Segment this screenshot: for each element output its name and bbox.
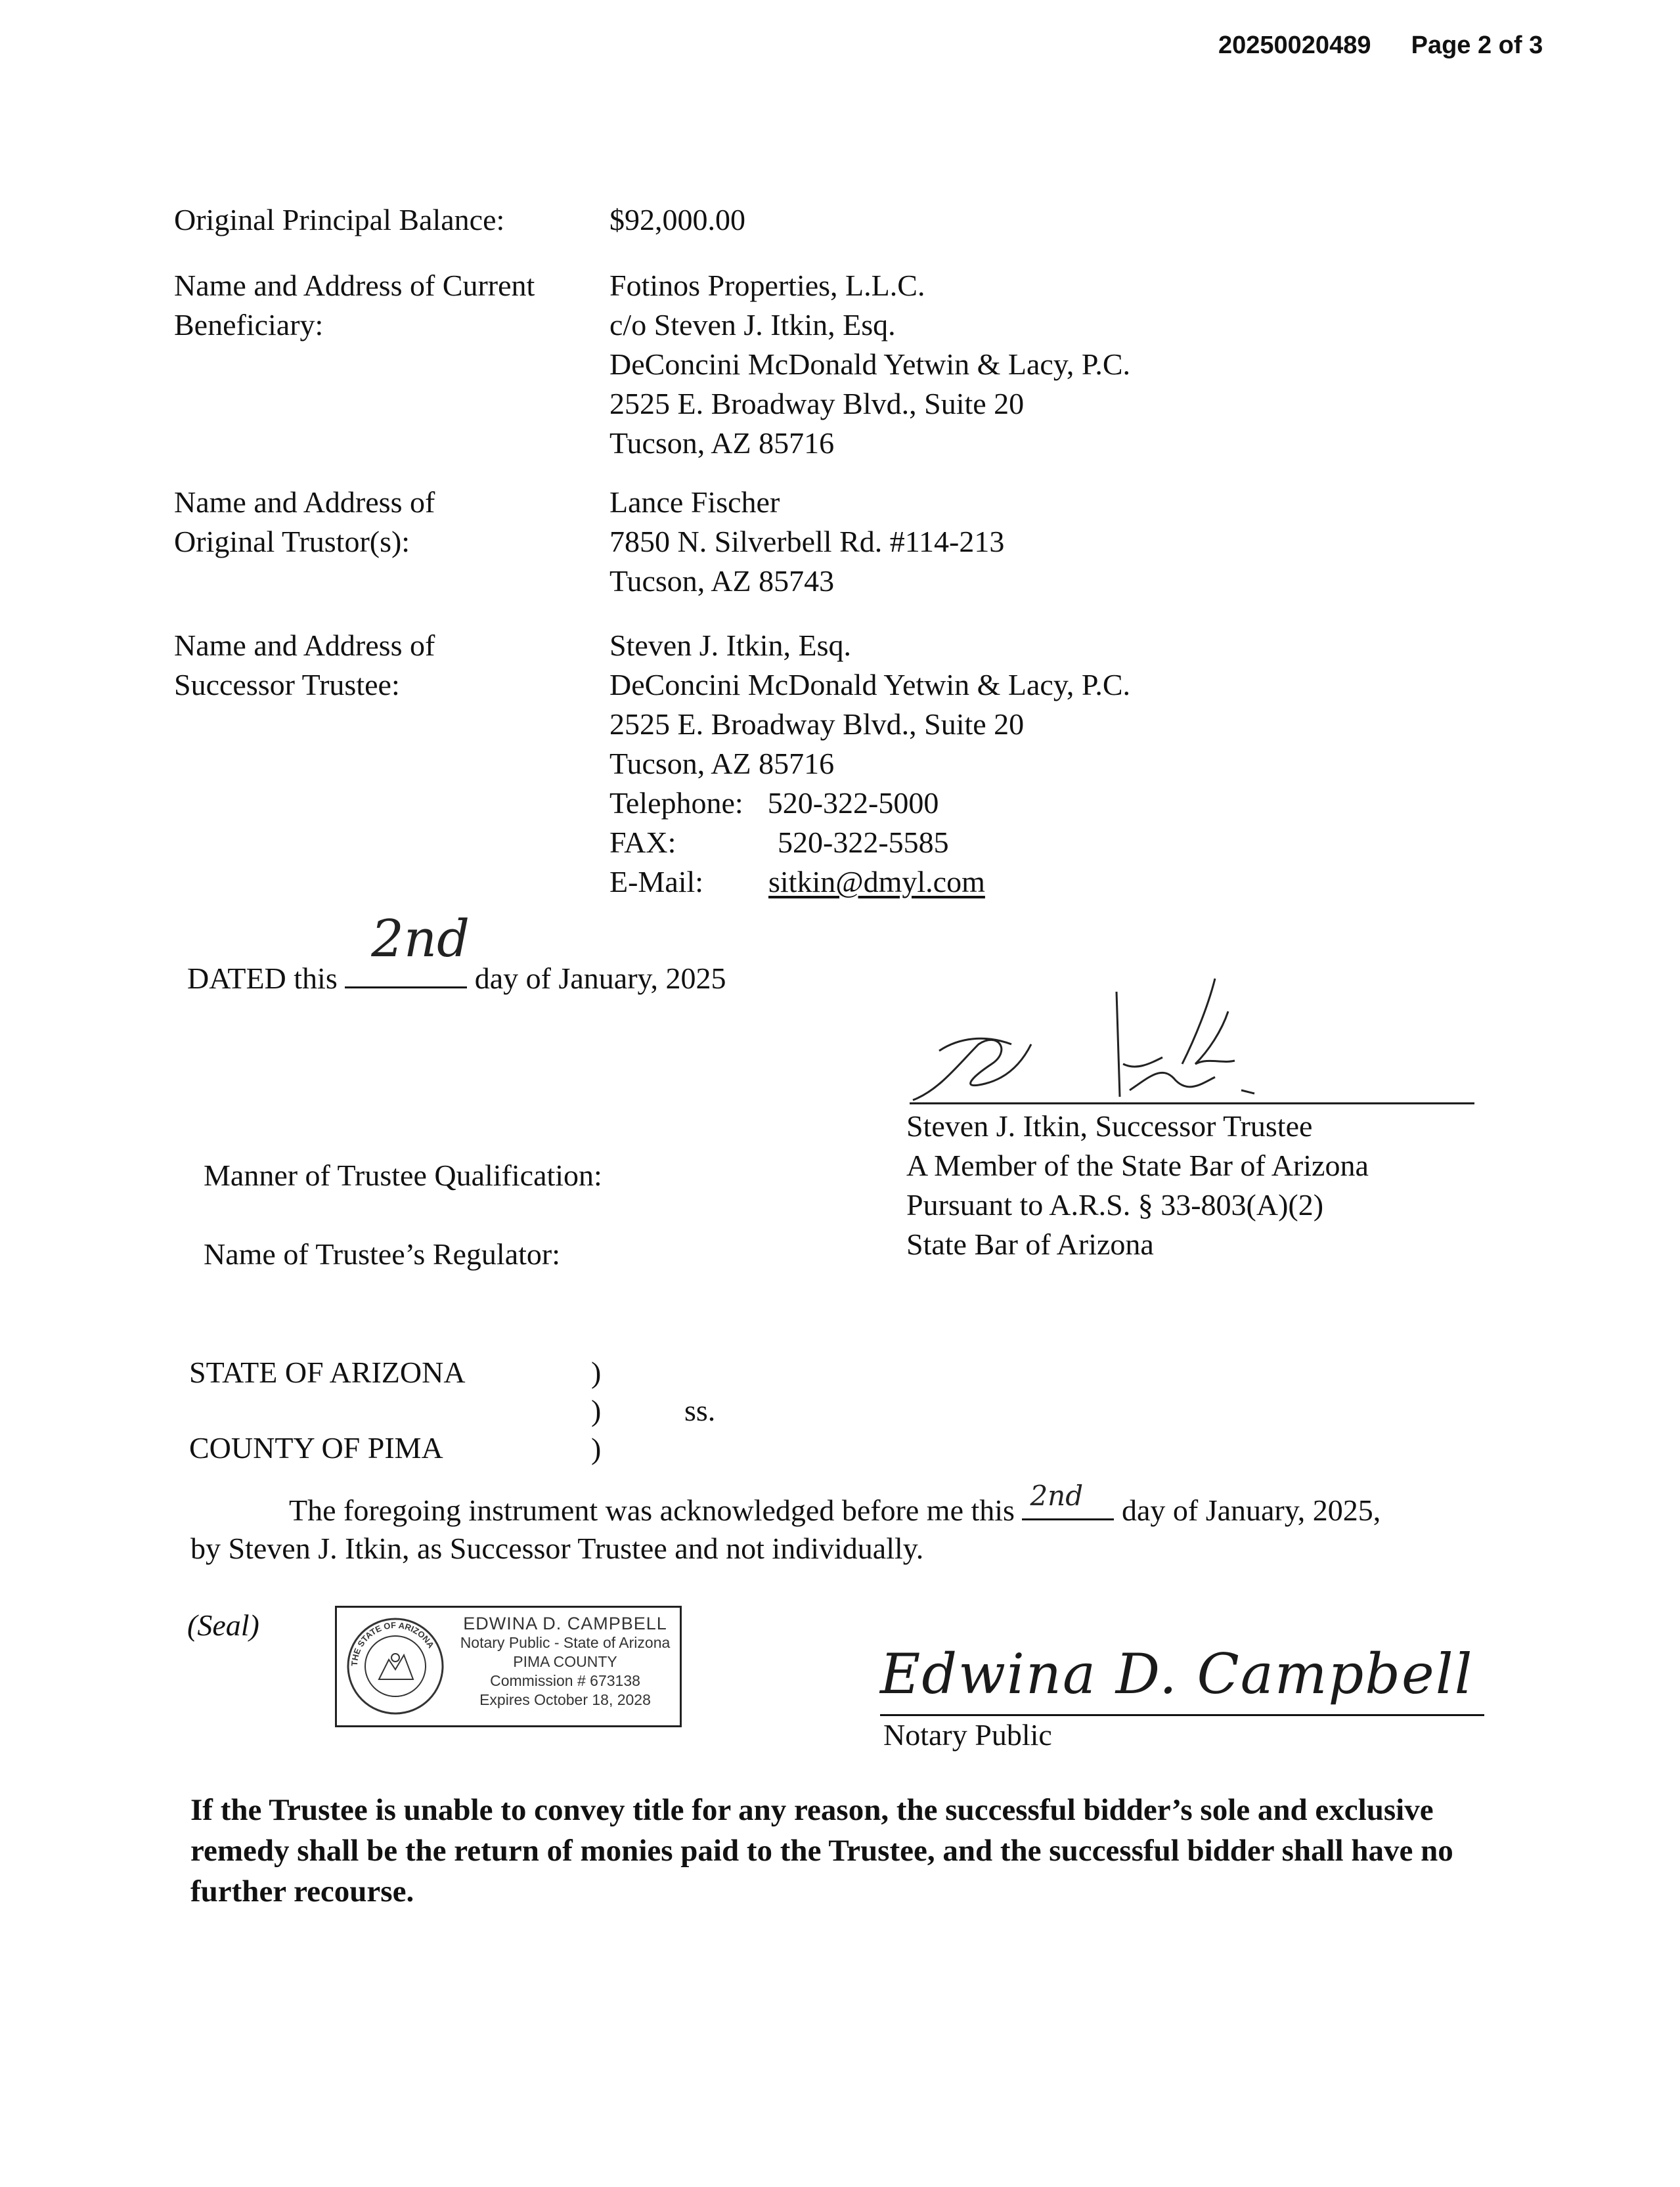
venue-state: STATE OF ARIZONA (189, 1356, 466, 1389)
page-indicator: Page 2 of 3 (1411, 32, 1543, 59)
notary-signature: Edwina D. Campbell (880, 1642, 1474, 1706)
venue-paren-2: ) (591, 1394, 602, 1427)
trustee-regulator-label: Name of Trustee’s Regulator: (204, 1237, 560, 1271)
telephone-line: Telephone: 520-322-5000 (609, 786, 939, 820)
field-label-beneficiary: Name and Address of Current Beneficiary: (174, 269, 535, 342)
document-header (1218, 32, 1543, 60)
venue-ss: ss. (684, 1394, 716, 1427)
manner-qualification-label: Manner of Trustee Qualification: (204, 1159, 602, 1192)
field-value-trustor: Lance Fischer 7850 N. Silverbell Rd. #114-213 Tucson, AZ 85743 (609, 485, 1005, 598)
seal-label: (Seal) (187, 1608, 259, 1642)
stamp-text: EDWINA D. CAMPBELL Notary Public - State of Arizona PIMA COUNTY Commission # 673138 Expires October 18, 2028 (452, 1614, 678, 1710)
contact-block (609, 784, 1332, 902)
notary-stamp (335, 1606, 682, 1727)
ack-day-handwritten: 2nd (1030, 1480, 1084, 1512)
email-link[interactable]: sitkin@dmyl.com (768, 865, 985, 898)
trustee-block: Steven J. Itkin, Successor Trustee A Member of the State Bar of Arizona Pursuant to A.R.S. § 33-803(A)(2) State Bar of Arizona (906, 1107, 1563, 1264)
acknowledgment-line-1: The foregoing instrument was acknowledged before me this 2nd day of January, 2025, (289, 1491, 1381, 1530)
field-label-successor-trustee: Name and Address of Successor Trustee: (174, 629, 435, 701)
email-line: E-Mail: sitkin@dmyl.com (609, 865, 985, 898)
field-value-principal-balance: $92,000.00 (609, 203, 745, 236)
field-value-successor-trustee: Steven J. Itkin, Esq. DeConcini McDonald Yetwin & Lacy, P.C. 2525 E. Broadway Blvd., Suite 20 Tucson, AZ 85716 (609, 629, 1131, 780)
state-seal-icon (346, 1617, 445, 1715)
venue-paren-3: ) (591, 1432, 602, 1465)
document-number: 20250020489 (1218, 32, 1371, 59)
venue-county: COUNTY OF PIMA (189, 1431, 443, 1465)
field-value-beneficiary: Fotinos Properties, L.L.C. c/o Steven J. Itkin, Esq. DeConcini McDonald Yetwin & Lacy, P.C. 2525 E. Broadway Blvd., Suite 20 Tucson, AZ 85716 (609, 269, 1131, 460)
dated-day-blank (345, 910, 470, 988)
field-label-trustor: Name and Address of Original Trustor(s): (174, 485, 435, 558)
telephone-value: 520-322-5000 (767, 786, 939, 820)
fax-line: FAX: 520-322-5585 (609, 826, 949, 859)
notary-title: Notary Public (883, 1718, 1052, 1752)
fax-value: 520-322-5585 (778, 826, 949, 859)
stamp-notary-name: EDWINA D. CAMPBELL (463, 1614, 667, 1633)
trustee-name-title: Steven J. Itkin, Successor Trustee (906, 1109, 1313, 1143)
field-label-principal-balance: Original Principal Balance: (174, 203, 505, 236)
svg-text:THE STATE OF ARIZONA: THE STATE OF ARIZONA (349, 1620, 436, 1667)
dated-line: DATED this 2nd day of January, 2025 (187, 910, 726, 995)
ack-day-blank (1022, 1480, 1114, 1520)
trustee-signature (900, 965, 1491, 1116)
venue-paren-1: ) (591, 1356, 602, 1389)
notice-paragraph: If the Trustee is unable to convey title for any reason, the successful bidder’s sole and exclusive remedy shall be the return of monies paid to the Trustee, and the successful bidder shall have no further recourse. (190, 1793, 1453, 1909)
acknowledgment-line-2: by Steven J. Itkin, as Successor Trustee and not individually. (190, 1532, 924, 1565)
dated-day-handwritten: 2nd (371, 910, 470, 969)
